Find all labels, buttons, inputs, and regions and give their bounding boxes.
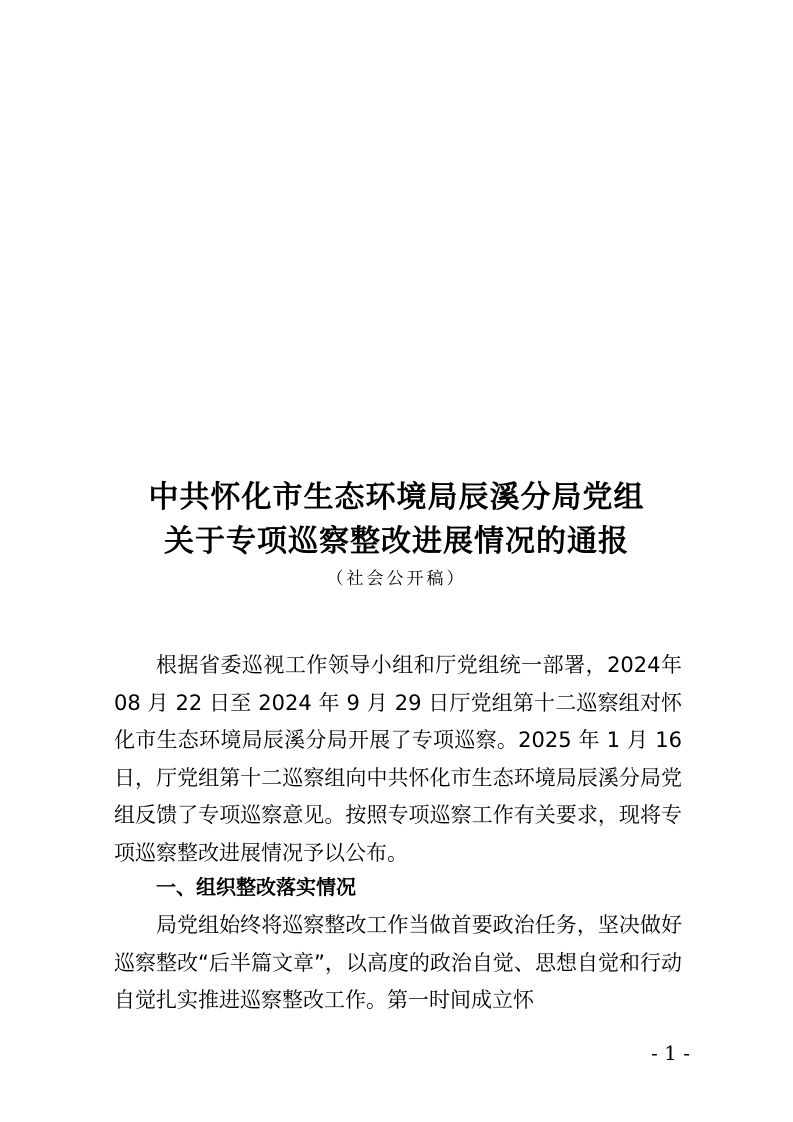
document-title-line-2: 关于专项巡察整改进展情况的通报 [164,524,629,559]
document-title-line-1: 中共怀化市生态环境局辰溪分局党组 [148,480,645,515]
section-heading-1: 一、组织整改落实情况 [156,875,356,899]
page-number: - 1 - [651,1041,690,1065]
body-paragraph-1: 根据省委巡视工作领导小组和厅党组统一部署，2024年 08 月 22 日至 2024 年 9 月 29 日厅党组第十二巡察组对怀化市生态环境局辰溪分局开展了专项巡察。2025 年 1 月 16 日，厅党组第十二巡察组向中共怀化市生态环境局辰溪分局党组反馈了专项巡察意见。按照专项巡察工作有关要求，现将专项巡察整改进展情况予以公布。 [114,653,682,865]
body-paragraph-2: 局党组始终将巡察整改工作当做首要政治任务，坚决做好巡察整改“后半篇文章”，以高度的政治自觉、思想自觉和行动自觉扎实推进巡察整改工作。第一时间成立怀 [114,913,682,1012]
document-subtitle: （社会公开稿） [326,569,467,589]
